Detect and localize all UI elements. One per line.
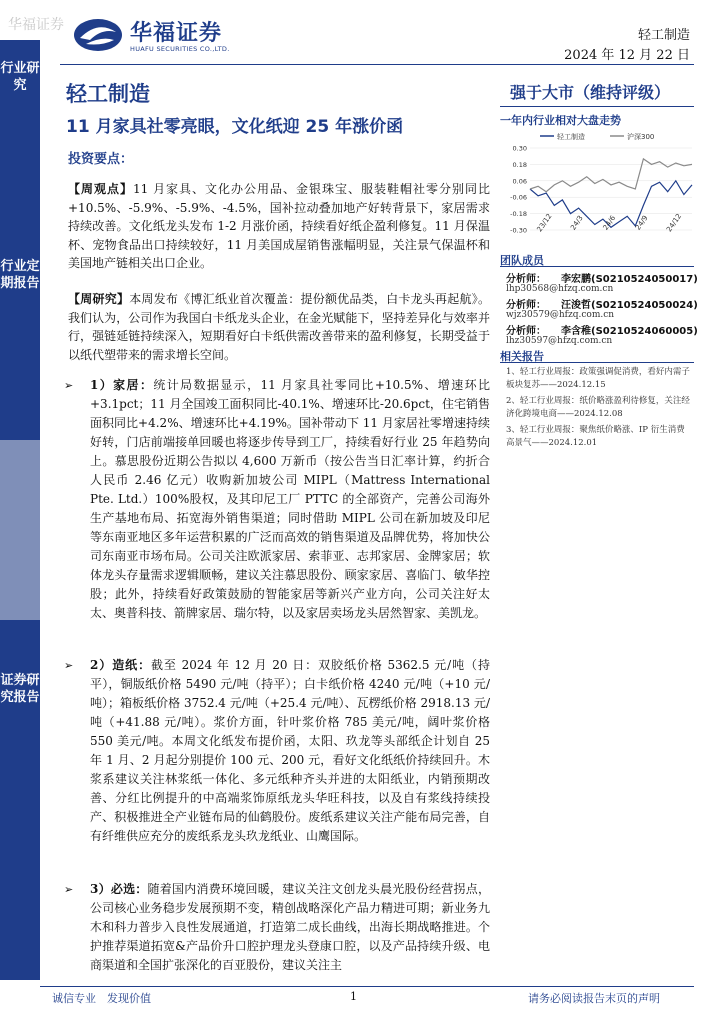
bullet-label: 3）必选： — [90, 882, 148, 896]
page-number: 1 — [350, 990, 357, 1003]
sidebar-label-mid: 行业定期报告 — [0, 259, 40, 291]
footer-disclaimer: 请务必阅读报告末页的声明 — [528, 992, 660, 1005]
series-line — [530, 159, 692, 192]
logo-english-name: HUAFU SECURITIES CO.,LTD. — [130, 45, 230, 53]
bullet-text: 随着国内消费环境回暖，建议关注文创龙头晨光股份经营拐点，公司核心业务稳步发展预期不变，精创战略深化产品力精进可期；新业务九木和科力普步入良性发展通道，打造第二成长曲线，出海长期战略推进。个护推荐渠道拓宽&产品价升口腔护理龙头登康口腔，以及产品持续升级、电商渠道和全国扩张深化的百亚股份，建议关注主 — [90, 882, 490, 972]
analyst-2-name: 分析师： 汪浚哲(S0210524050024) — [506, 300, 698, 311]
analyst-3-name: 分析师： 李含稚(S0210524060005) — [506, 326, 698, 337]
logo-chinese-name: 华福证券 — [130, 21, 223, 46]
bullet-label: 2）造纸： — [90, 658, 151, 672]
sidebar-light-band — [0, 440, 40, 620]
legend-label: 沪深300 — [627, 133, 655, 141]
company-logo — [72, 14, 272, 58]
y-tick-label: -0.06 — [510, 193, 527, 202]
related-report-item[interactable]: 2、轻工行业周报：纸价略涨盈利待修复，关注经济化跨境电商——2024.12.08 — [506, 396, 690, 419]
bullet-home-furnishing — [64, 376, 490, 623]
y-tick-label: -0.18 — [510, 210, 527, 219]
y-tick-label: 0.18 — [512, 160, 527, 169]
arrow-bullet-icon: ➢ — [64, 379, 74, 392]
x-tick-label: 24/6 — [601, 214, 618, 232]
x-tick-label: 24/3 — [569, 214, 585, 232]
team-heading: 团队成员 — [500, 254, 544, 267]
footer-divider — [40, 986, 694, 987]
rating-divider — [500, 106, 694, 107]
rating-label: 强于大市（维持评级） — [510, 83, 671, 102]
related-report-item[interactable]: 3、轻工行业周报：聚焦纸价略涨、IP 衍生消费高景气——2024.12.01 — [506, 425, 685, 448]
x-tick-label: 24/9 — [633, 214, 650, 232]
weekly-view-label: 【周观点】 — [68, 182, 133, 196]
key-points-heading: 投资要点： — [68, 152, 134, 167]
analyst-1-email[interactable]: lhp30568@hfzq.com.cn — [506, 284, 614, 294]
bullet-label: 1）家居： — [90, 378, 154, 392]
weekly-view-text: 11 月家具、文化办公用品、金银珠宝、服装鞋帽社零分别同比+10.5%、-5.9%、-5.9%、-4.5%，国补拉动叠加地产好转背景下，家居需求持续改善。文化纸龙头发布 1-2 月涨价函，持续看好纸企盈利修复。11 月保温杯、宠物食品出口持续较好，11 月美国成屋销售涨幅明显，关注景气保温杯和美国地产链相关出口企业。 — [68, 182, 490, 270]
y-tick-label: 0.30 — [512, 144, 527, 153]
analyst-3-email[interactable]: lhz30597@hfzq.com.cn — [506, 336, 613, 346]
arrow-bullet-icon: ➢ — [64, 883, 74, 896]
analyst-2-email[interactable]: wjz30579@hfzq.com.cn — [506, 310, 615, 320]
logo-swirl-icon — [72, 16, 124, 54]
bullet-papermaking — [64, 656, 490, 846]
team-divider — [500, 266, 694, 267]
sidebar-label-bottom: 证券研究报告 — [0, 673, 40, 705]
header-date: 2024 年 12 月 22 日 — [564, 48, 690, 63]
chart-title: 一年内行业相对大盘走势 — [500, 114, 621, 127]
weekly-research-paragraph — [68, 290, 490, 364]
related-reports-heading: 相关报告 — [500, 350, 544, 363]
bullet-text: 截至 2024 年 12 月 20 日：双胶纸价格 5362.5 元/吨（持平），铜版纸价格 5490 元/吨（持平）；白卡纸价格 4240 元/吨（+10 元/吨）；箱板纸价格 3752.4 元/吨（+25.4 元/吨）、瓦楞纸价格 2918.13 元/吨（+41.88 元/吨）。浆价方面，针叶浆价格 785 美元/吨，阔叶浆价格 550 美元/吨。本周文化纸发布提价函，太阳、玖龙等头部纸企计划自 25 年 1 月、2 月起分别提价 100 元、200 元，看好文化纸纸价持续回升。木浆系建议关注林浆纸一体化、多元纸种齐头并进的太阳纸业，内销预期改善、分红比例提升的中高端浆饰原纸龙头华旺科技，以及自有浆线持续投产、积极推进全产业链布局的仙鹤股份。废纸系建议关注产能布局完善，自有纤维供应充分的废纸系龙头玖龙纸业、山鹰国际。 — [90, 658, 490, 843]
bullet-necessities — [64, 880, 490, 975]
header-divider — [60, 64, 694, 65]
legend-label: 轻工制造 — [557, 133, 585, 141]
weekly-research-label: 【周研究】 — [68, 292, 130, 306]
watermark-text: 华福证券 — [8, 17, 64, 33]
sidebar-label-top: 行业研究 — [0, 61, 40, 93]
footer-slogan: 诚信专业 发现价值 — [52, 992, 151, 1005]
y-tick-label: 0.06 — [512, 177, 527, 186]
report-title: 轻工制造 — [66, 82, 150, 106]
arrow-bullet-icon: ➢ — [64, 659, 74, 672]
report-subtitle: 11 月家具社零亮眼，文化纸迎 25 年涨价函 — [66, 117, 404, 137]
analyst-1-name: 分析师： 李宏鹏(S0210524050017) — [506, 274, 698, 285]
header-industry: 轻工制造 — [637, 28, 690, 43]
y-tick-label: -0.30 — [510, 226, 527, 235]
relative-performance-chart — [500, 130, 696, 242]
weekly-view-paragraph — [68, 180, 490, 273]
related-reports-list — [506, 366, 692, 453]
x-tick-label: 23/12 — [535, 212, 554, 234]
x-tick-label: 24/12 — [665, 212, 684, 234]
related-report-item[interactable]: 1、轻工行业周报：政策强调促消费，看好内需子板块复苏——2024.12.15 — [506, 367, 690, 390]
weekly-research-text: 本周发布《博汇纸业首次覆盖：提份额优品类，白卡龙头再起航》。我们认为，公司作为我国白卡纸龙头企业，在金光赋能下，坚持差异化与效率并行，强链延链持续深入，短期看好白卡纸供需改善带来的盈利修复，长期受益于以纸代塑带来的需求增长空间。 — [68, 292, 490, 362]
related-divider — [500, 362, 694, 363]
bullet-text: 统计局数据显示，11 月家具社零同比+10.5%、增速环比+3.1pct；11 月全国竣工面积同比-40.1%、增速环比-20.6pct，住宅销售面积同比+4.2%、增速环比+4.19%。国补带动下 11 月家居社零增速持续好转，门店前端接单回暖也将逐步传导到工厂，持续看好行业 25 年趋势向上。慕思股份近期公告拟以 4,600 万新币（按公告当日汇率计算，约折合人民币 2.46 亿元）收购新加坡公司 MIPL（Mattress International Pte. Ltd.）100%股权，及其印尼工厂 PTTC 的全部资产，完善公司海外生产基地布局、拓宽海外销售渠道；同时借助 MIPL 公司在新加坡及印尼等东南亚地区多年运营积累的广泛而高效的销售渠道及品牌优势，将加快公司东南亚市场布局。公司关注欧派家居、索菲亚、志邦家居、金牌家居；软体龙头存量需求逻辑顺畅，建议关注慕思股份、顾家家居、喜临门、敏华控股；此外，持续看好政策鼓励的智能家居等新兴产业方向，公司关注好太太、奥普科技、箭牌家居、瑞尔特，以及家居卖场龙头居然智家、美凯龙。 — [90, 378, 491, 620]
